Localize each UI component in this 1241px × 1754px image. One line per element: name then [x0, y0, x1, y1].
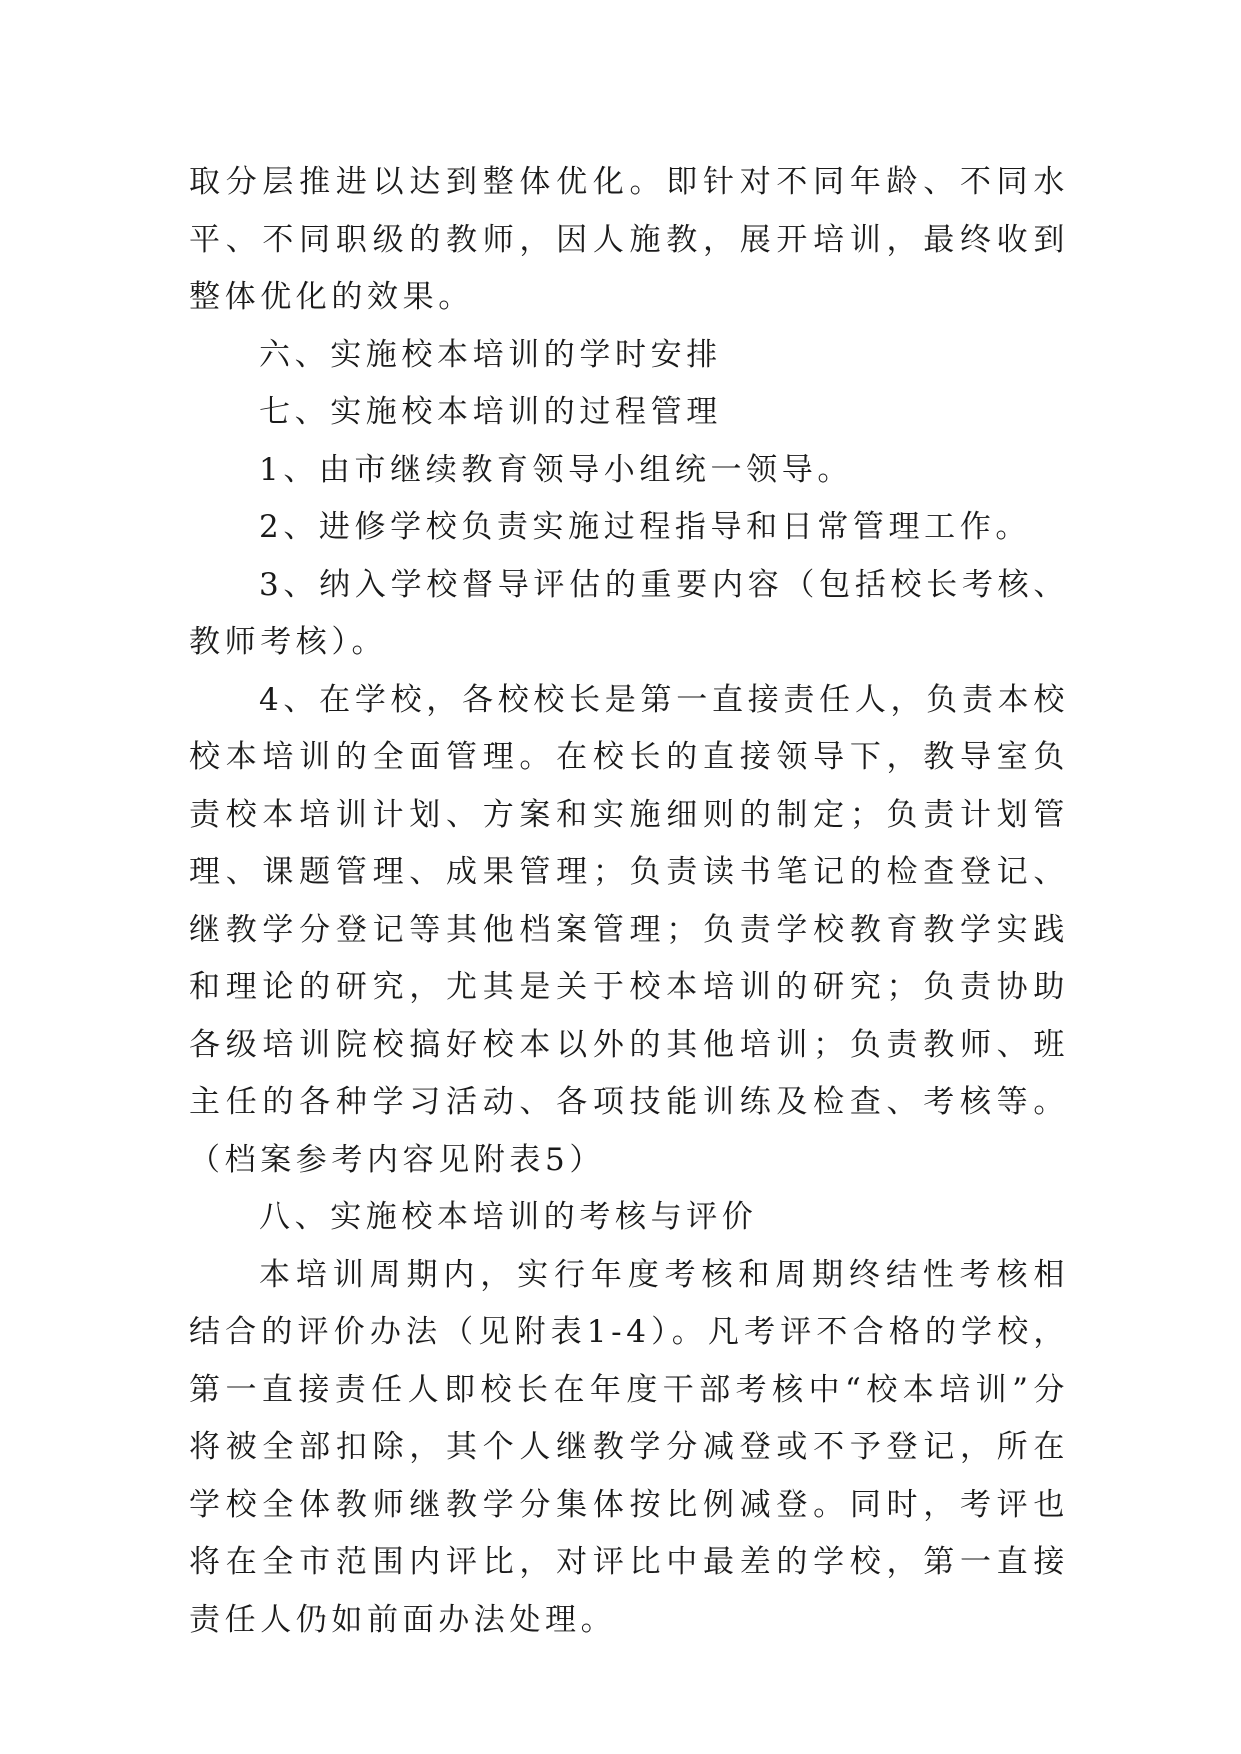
list-item-4: 4、在学校，各校校长是第一直接责任人，负责本校校本培训的全面管理。在校长的直接领导下，教导室负责校本培训计划、方案和实施细则的制定；负责计划管理、课题管理、成果管理；负责读书笔记的检查登记、继教学分登记等其他档案管理；负责学校教育教学实践和理论的研究，尤其是关于校本培训的研究；负责协助各级培训院校搞好校本以外的其他培训；负责教师、班主任的各种学习活动、各项技能训练及检查、考核等。（档案参考内容见附表5） [189, 681, 1069, 1178]
document-body [189, 154, 1069, 1649]
heading-section-eight: 八、实施校本培训的考核与评价 [259, 1199, 758, 1235]
heading-section-six: 六、实施校本培训的学时安排 [259, 336, 722, 373]
list-item-3: 3、纳入学校督导评估的重要内容（包括校长考核、教师考核）。 [189, 566, 1069, 660]
paragraph-evaluation: 本培训周期内，实行年度考核和周期终结性考核相结合的评价办法（见附表1-4）。凡考评不合格的学校，第一直接责任人即校长在年度干部考核中“校本培训”分将被全部扣除，其个人继教学分减登或不予登记，所在学校全体教师继教学分集体按比例减登。同时，考评也将在全市范围内评比，对评比中最差的学校，第一直接责任人仍如前面办法处理。 [189, 1256, 1069, 1638]
list-item-1: 1、由市继续教育领导小组统一领导。 [259, 451, 853, 488]
paragraph-intro: 取分层推进以达到整体优化。即针对不同年龄、不同水平、不同职级的教师，因人施教，展开培训，最终收到整体优化的效果。 [189, 164, 1069, 315]
heading-section-seven: 七、实施校本培训的过程管理 [259, 394, 722, 430]
list-item-2: 2、进修学校负责实施过程指导和日常管理工作。 [259, 509, 1031, 545]
